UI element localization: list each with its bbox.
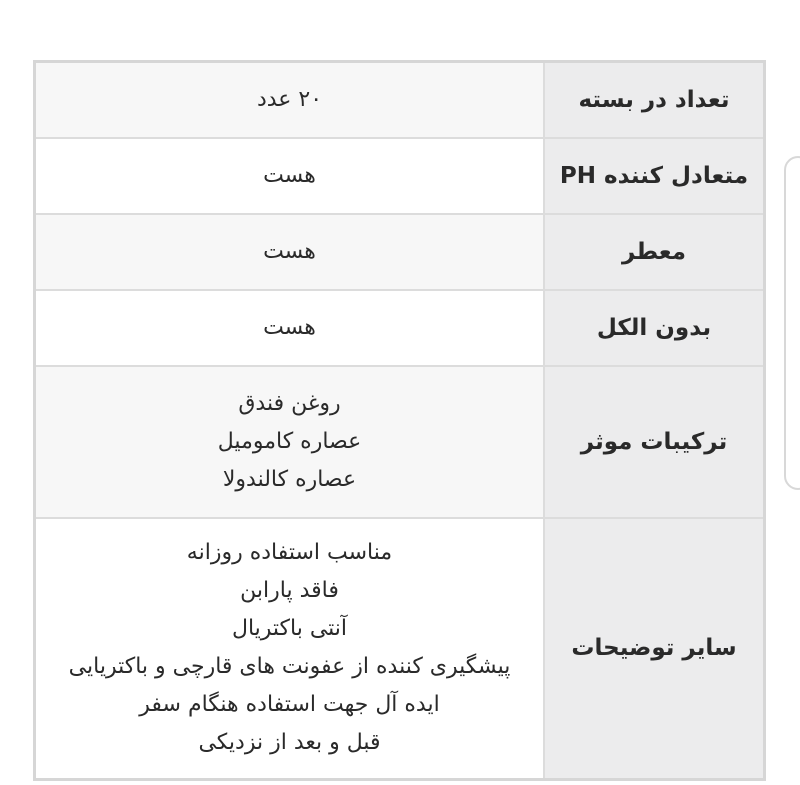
spec-label: ترکیبات موثر [544, 366, 765, 518]
spec-label: بدون الکل [544, 290, 765, 366]
product-specs-table [33, 60, 766, 781]
spec-value-line: مناسب استفاده روزانه [186, 540, 393, 566]
spec-value-line: فاقد پارابن [240, 578, 339, 604]
spec-row-active-ingredients [35, 366, 765, 518]
spec-row-pack-count [35, 62, 765, 138]
spec-row-ph-balancer [35, 138, 765, 214]
spec-label: سایر توضیحات [544, 518, 765, 780]
spec-value-line: قبل و بعد از نزدیکی [198, 730, 381, 756]
spec-value-line: هست [263, 162, 316, 188]
spec-row-alcohol-free [35, 290, 765, 366]
spec-value-line: ایده آل جهت استفاده هنگام سفر [139, 692, 440, 718]
spec-value [35, 138, 545, 214]
spec-value-line: پیشگیری کننده از عفونت های قارچی و باکتریایی [68, 654, 511, 680]
side-drawer-handle[interactable] [784, 156, 800, 490]
spec-value [35, 518, 545, 780]
spec-row-scented [35, 214, 765, 290]
spec-value-line: ۲۰ عدد [256, 86, 323, 112]
spec-value [35, 366, 545, 518]
spec-value [35, 214, 545, 290]
spec-value-line: روغن فندق [238, 390, 341, 416]
spec-value-line: عصاره کاموميل [217, 428, 362, 454]
spec-value-line: هست [263, 314, 316, 340]
spec-value-line: آنتی باکتریال [231, 616, 348, 642]
spec-label: متعادل کننده PH [544, 138, 765, 214]
spec-row-other-notes [35, 518, 765, 780]
spec-label: معطر [544, 214, 765, 290]
spec-label: تعداد در بسته [544, 62, 765, 138]
spec-value-line: عصاره کالندولا [222, 466, 357, 492]
spec-value [35, 62, 545, 138]
spec-value [35, 290, 545, 366]
spec-value-line: هست [263, 238, 316, 264]
